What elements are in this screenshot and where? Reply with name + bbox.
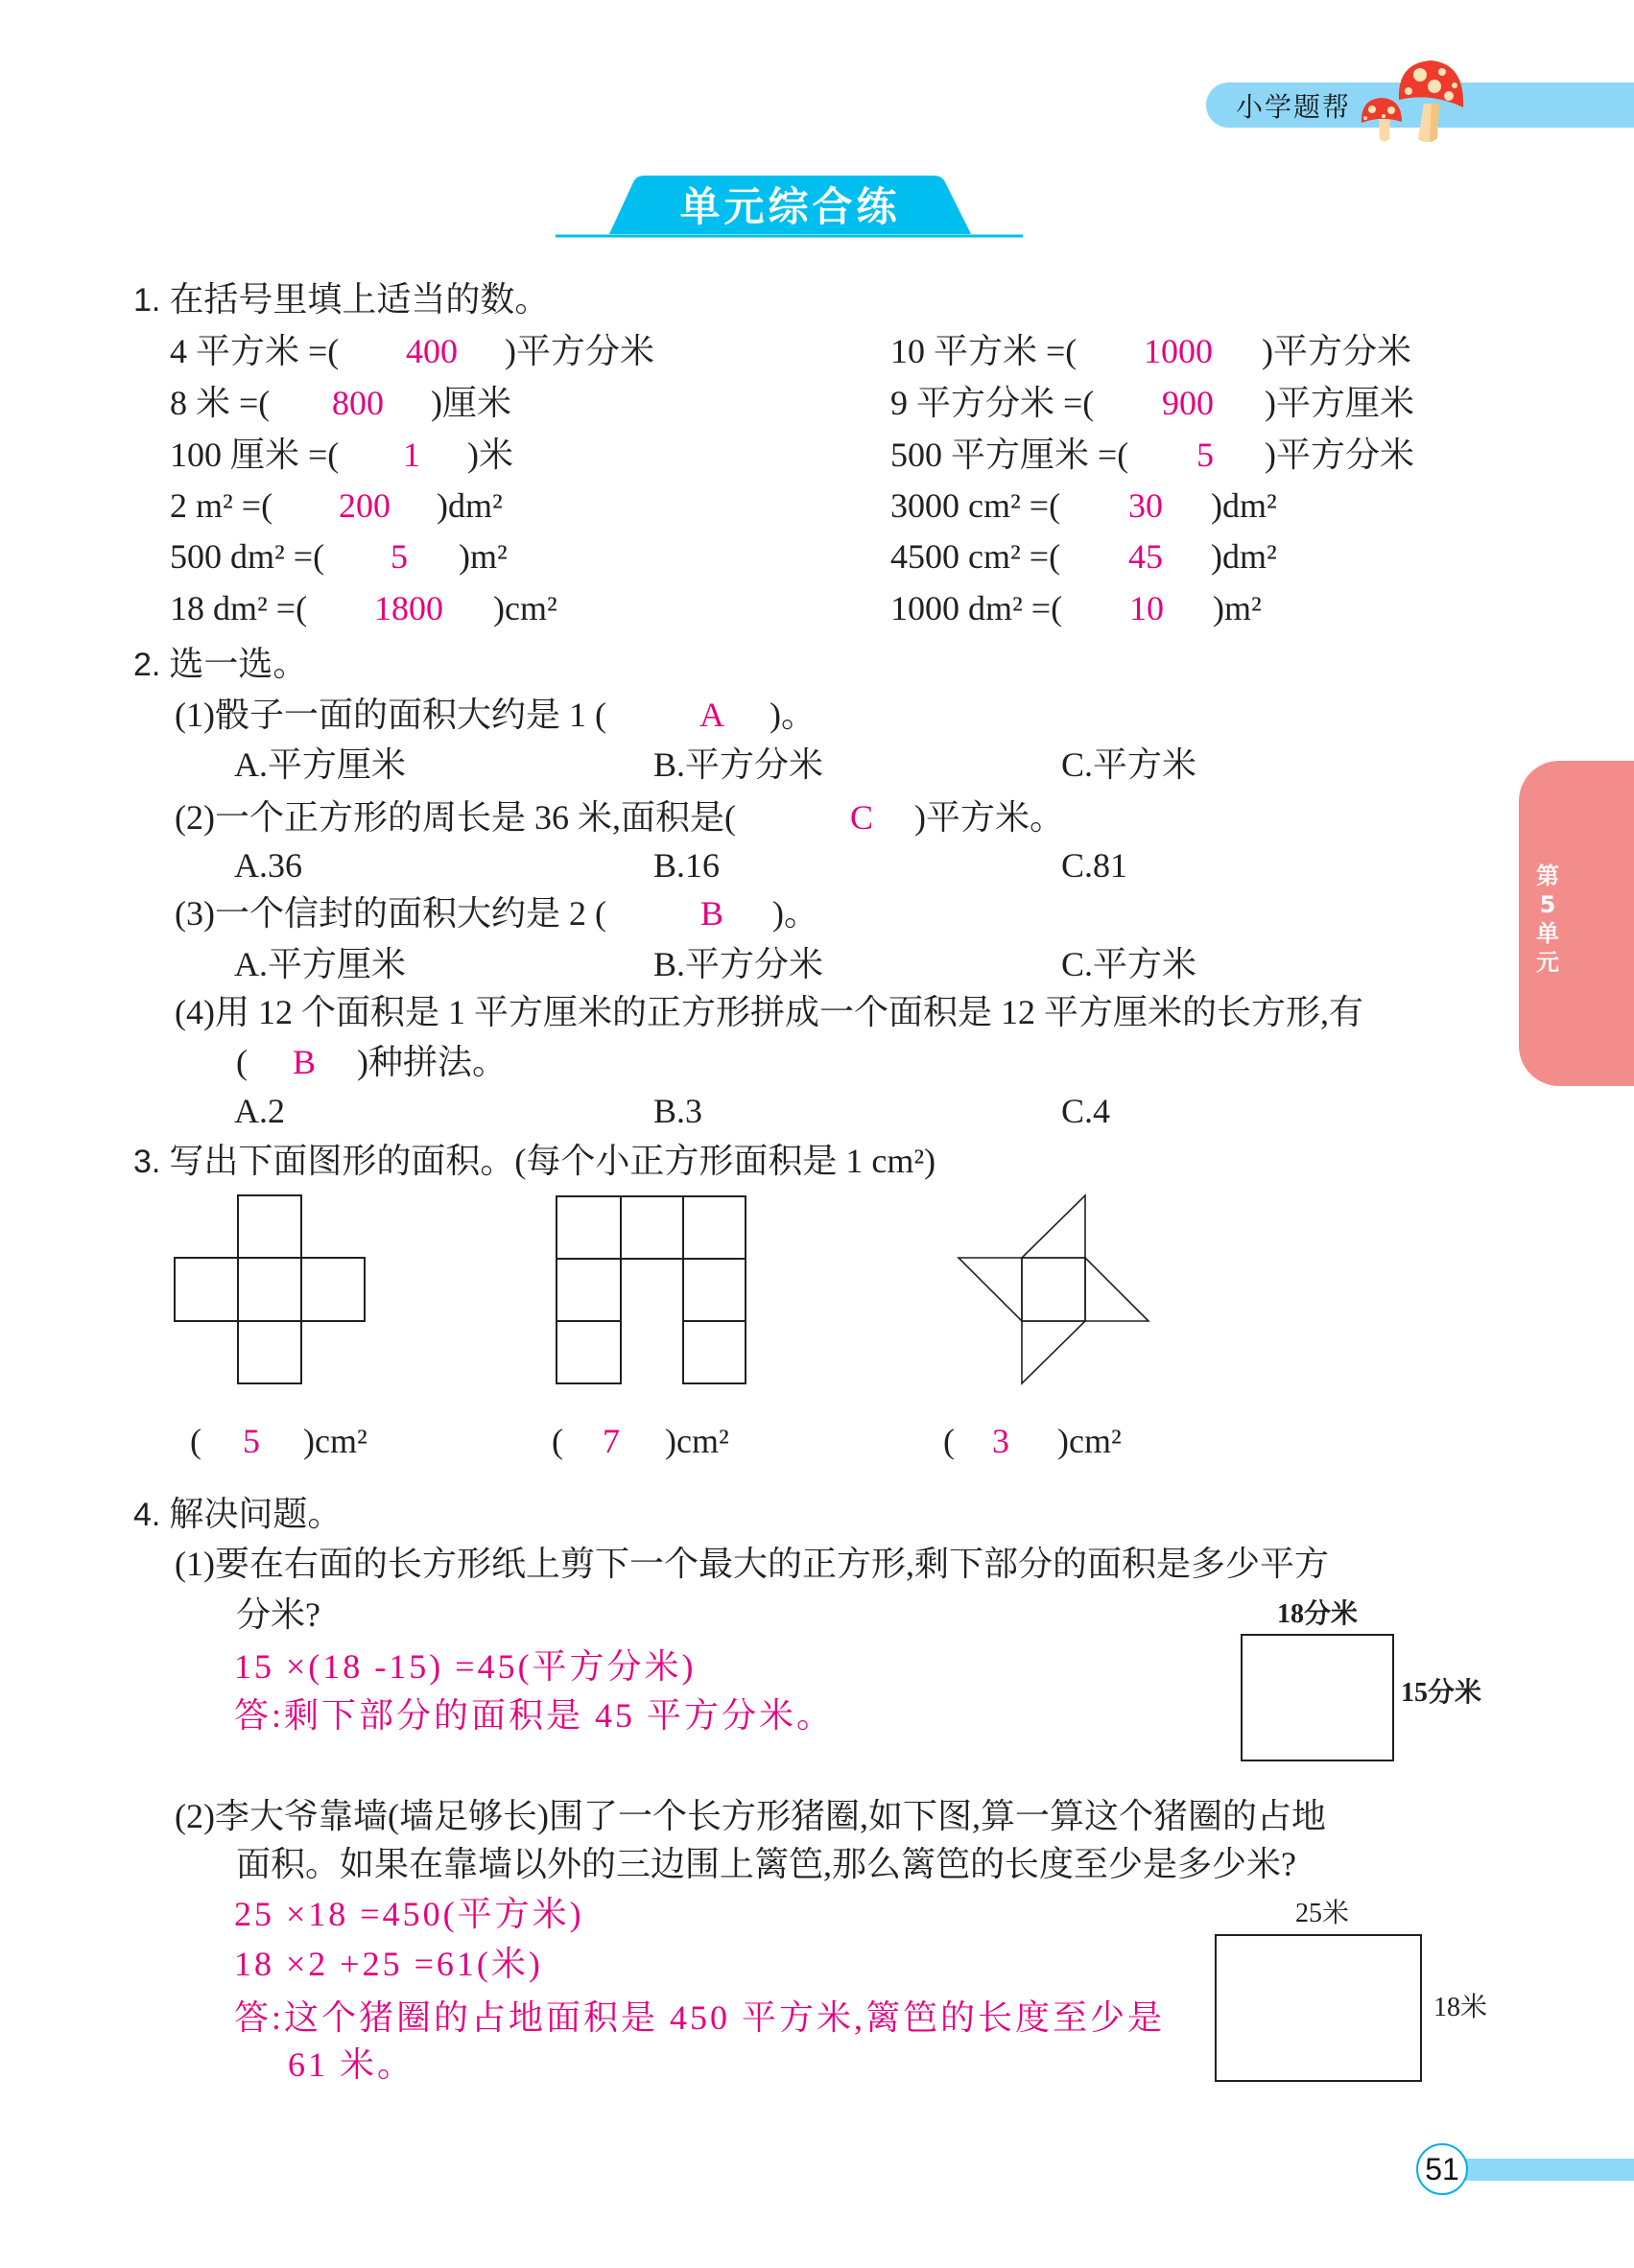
option-b: B.3 xyxy=(653,1092,703,1130)
q3-heading xyxy=(133,1140,935,1183)
q4-p1-answer: 答:剩下部分的面积是 45 平方分米。 xyxy=(234,1696,835,1735)
q1-expression: 18 dm² =( xyxy=(170,589,308,627)
q2-stem: (2)一个正方形的周长是 36 米,面积是( xyxy=(175,798,736,837)
q1-answer: 30 xyxy=(1128,486,1163,525)
option-b: B.平方分米 xyxy=(653,945,824,983)
q1-expression: 500 平方厘米 =( xyxy=(890,436,1129,474)
q1-unit: )平方厘米 xyxy=(1265,384,1414,422)
q1-unit: )平方分米 xyxy=(1265,436,1414,474)
option-b: B.16 xyxy=(653,846,721,885)
q1-expression: 1000 dm² =( xyxy=(890,589,1063,627)
q1-answer: 200 xyxy=(339,486,391,525)
q2-stem-end: )种拼法。 xyxy=(357,1043,507,1081)
unit-tab-char: 单 xyxy=(1536,920,1559,947)
q1-expression: 4 平方米 =( xyxy=(170,332,340,370)
q1-expression: 3000 cm² =( xyxy=(890,486,1061,525)
q1-unit: )dm² xyxy=(1211,486,1277,525)
q2-item-3-options xyxy=(0,943,1634,985)
q1-answer: 800 xyxy=(332,384,384,422)
q1-answer: 5 xyxy=(391,537,408,576)
q1-prompt: 在括号里填上适当的数。 xyxy=(169,280,550,319)
unit-tab-char: 5 xyxy=(1539,891,1556,918)
q1-expression: 8 米 =( xyxy=(170,384,271,422)
q1-expression: 10 平方米 =( xyxy=(890,332,1077,370)
q4-p1-work: 15 ×(18 -15) =45(平方分米) xyxy=(234,1647,697,1686)
q2-stem: (1)骰子一面的面积大约是 1 ( xyxy=(175,696,606,734)
q1-answer: 1000 xyxy=(1144,332,1213,370)
page-number: 51 xyxy=(1416,2143,1468,2195)
q3-answer: 5 xyxy=(243,1422,260,1460)
q3-unit: )cm² xyxy=(303,1422,367,1460)
q2-stem-end: )。 xyxy=(772,894,818,933)
unit-tab-char: 第 xyxy=(1536,862,1559,889)
q1-unit: )m² xyxy=(459,537,508,576)
q2-item-4-stem-line2 xyxy=(0,1041,1634,1083)
q1-answer: 5 xyxy=(1196,436,1214,474)
q4-p1-rectangle xyxy=(1238,1631,1401,1765)
q1-answer: 45 xyxy=(1128,537,1163,576)
q3-open-paren: ( xyxy=(943,1422,955,1460)
cross-shape-figure xyxy=(163,1185,374,1396)
q1-answer: 10 xyxy=(1129,589,1164,627)
q4-heading xyxy=(133,1493,342,1536)
q1-unit: )平方分米 xyxy=(1262,332,1411,370)
q1-heading xyxy=(133,278,549,321)
q1-expression: 4500 cm² =( xyxy=(890,537,1061,576)
q1-right-row-5 xyxy=(0,535,1634,578)
option-c: C.81 xyxy=(1061,846,1128,885)
pinwheel-shape-figure xyxy=(950,1185,1161,1396)
q4-p2-width-label: 25米 xyxy=(1294,1899,1349,1928)
q2-item-1-options xyxy=(0,744,1634,786)
q1-answer: 900 xyxy=(1162,384,1214,422)
q1-right-row-6 xyxy=(0,587,1634,629)
q1-unit: )dm² xyxy=(1211,537,1277,576)
q2-heading xyxy=(133,643,307,686)
mushroom-icon xyxy=(1353,56,1473,147)
q1-unit: )平方分米 xyxy=(505,332,654,370)
q1-right-row-1 xyxy=(0,330,1634,372)
option-b: B.平方分米 xyxy=(653,745,824,784)
q1-unit: )dm² xyxy=(437,486,503,525)
q4-p1-line2: 分米? xyxy=(236,1595,320,1634)
page-title: 单元综合练 xyxy=(679,183,901,230)
q2-stem: ( xyxy=(236,1043,248,1081)
q2-answer: A xyxy=(699,696,724,734)
q1-unit: )m² xyxy=(1213,589,1262,627)
q4-number: 4. xyxy=(133,1497,161,1533)
q2-answer: B xyxy=(699,894,723,933)
q1-right-row-3 xyxy=(0,434,1634,476)
option-a: A.平方厘米 xyxy=(234,945,406,983)
q3-answer: 3 xyxy=(992,1422,1009,1460)
q2-stem-end: )。 xyxy=(770,696,816,734)
q3-answers xyxy=(0,1420,1634,1462)
q4-p2-line1: (2)李大爷靠墙(墙足够长)围了一个长方形猪圈,如下图,算一算这个猪圈的占地 xyxy=(175,1797,1326,1835)
q1-expression: 100 厘米 =( xyxy=(170,436,340,474)
q1-right-row-4 xyxy=(0,484,1634,527)
q1-unit: )cm² xyxy=(493,589,557,627)
q1-answer: 1 xyxy=(403,436,420,474)
option-a: A.36 xyxy=(234,846,302,885)
q2-stem-end: )平方米。 xyxy=(914,798,1064,837)
q1-answer: 400 xyxy=(406,332,458,370)
q2-item-2-options xyxy=(0,844,1634,886)
q4-p1-height-label: 15分米 xyxy=(1401,1678,1482,1708)
q2-item-3-stem xyxy=(0,892,1634,934)
page-number-bar xyxy=(1458,2159,1634,2181)
q2-prompt: 选一选。 xyxy=(169,645,308,683)
option-c: C.4 xyxy=(1061,1092,1111,1130)
q4-p2-rectangle xyxy=(1211,1930,1427,2086)
q1-expression: 500 dm² =( xyxy=(170,537,325,576)
q2-item-2-stem xyxy=(0,796,1634,839)
q3-unit: )cm² xyxy=(665,1422,729,1460)
option-a: A.2 xyxy=(234,1092,285,1130)
q4-prompt: 解决问题。 xyxy=(169,1495,343,1533)
q1-right-row-2 xyxy=(0,382,1634,424)
q2-item-1-stem xyxy=(0,694,1634,736)
q2-number: 2. xyxy=(133,647,161,683)
q3-answer: 7 xyxy=(603,1422,620,1460)
q4-p2-work-2: 18 ×2 +25 =61(米) xyxy=(234,1945,543,1983)
q1-unit: )厘米 xyxy=(431,384,511,422)
q1-answer: 1800 xyxy=(374,589,443,627)
q1-expression: 9 平方分米 =( xyxy=(890,384,1095,422)
q4-p2-height-label: 18米 xyxy=(1433,1993,1488,2022)
q2-answer: B xyxy=(292,1043,316,1081)
q4-p2-work-1: 25 ×18 =450(平方米) xyxy=(234,1895,584,1933)
brand-label: 小学题帮 xyxy=(1236,91,1352,123)
q4-p2-answer-line1: 答:这个猪圈的占地面积是 450 平方米,篱笆的长度至少是 xyxy=(234,1998,1166,2037)
option-a: A.平方厘米 xyxy=(234,745,406,784)
q3-prompt: 写出下面图形的面积。(每个小正方形面积是 1 cm²) xyxy=(169,1142,936,1180)
q1-unit: )米 xyxy=(467,436,513,474)
q4-p1-line1: (1)要在右面的长方形纸上剪下一个最大的正方形,剩下部分的面积是多少平方 xyxy=(175,1545,1329,1583)
q2-item-4-stem-line1: (4)用 12 个面积是 1 平方厘米的正方形拼成一个面积是 12 平方厘米的长方形,有 xyxy=(175,993,1363,1031)
q3-open-paren: ( xyxy=(190,1422,201,1460)
q2-answer: C xyxy=(849,798,873,837)
q3-unit: )cm² xyxy=(1057,1422,1122,1460)
q1-number: 1. xyxy=(133,282,161,319)
unit-tab-char: 元 xyxy=(1536,949,1559,976)
q3-number: 3. xyxy=(133,1144,161,1180)
q4-p2-answer-line2: 61 米。 xyxy=(288,2045,415,2084)
q4-p1-width-label: 18分米 xyxy=(1276,1599,1358,1629)
option-c: C.平方米 xyxy=(1061,945,1197,983)
arch-shape-figure xyxy=(547,1185,758,1396)
q2-item-4-options xyxy=(0,1090,1634,1132)
q4-p2-line2: 面积。如果在靠墙以外的三边围上篱笆,那么篱笆的长度至少是多少米? xyxy=(236,1845,1296,1883)
q1-expression: 2 m² =( xyxy=(170,486,273,525)
q2-stem: (3)一个信封的面积大约是 2 ( xyxy=(175,894,606,933)
option-c: C.平方米 xyxy=(1061,745,1197,784)
q3-open-paren: ( xyxy=(552,1422,563,1460)
